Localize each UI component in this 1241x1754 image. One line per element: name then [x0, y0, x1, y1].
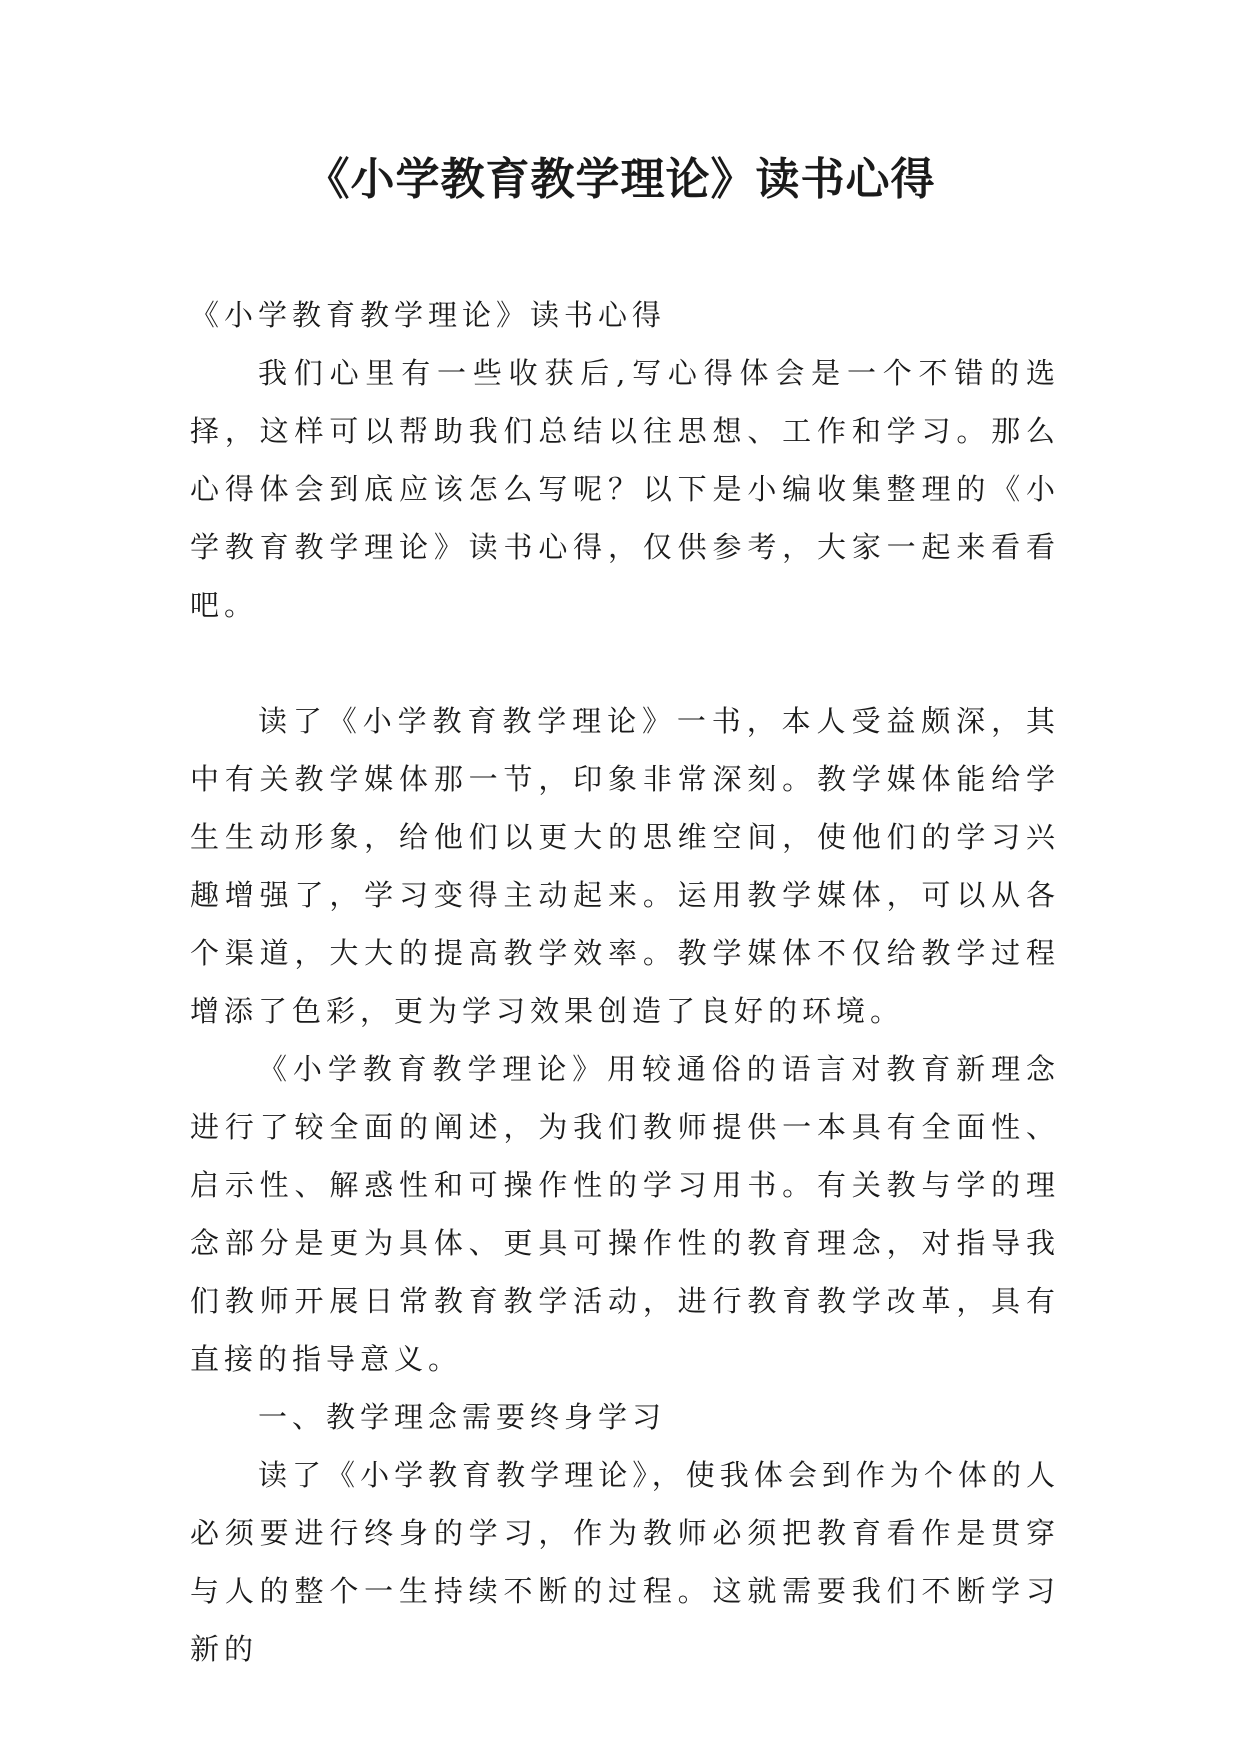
body-paragraph-theory: 《小学教育教学理论》用较通俗的语言对教育新理念进行了较全面的阐述，为我们教师提供一本具有全面性、启示性、解惑性和可操作性的学习用书。有关教与学的理念部分是更为具体、更具可操作性的教育理念，对指导我们教师开展日常教育教学活动，进行教育教学改革，具有直接的指导意义。 [190, 1052, 1060, 1376]
subtitle-line: 《小学教育教学理论》读书心得 [190, 298, 667, 332]
section-heading-lifelong-learning: 一、教学理念需要终身学习 [258, 1400, 667, 1434]
intro-paragraph: 我们心里有一些收获后,写心得体会是一个不错的选择，这样可以帮助我们总结以往思想、工作和学习。那么心得体会到底应该怎么写呢？以下是小编收集整理的《小学教育教学理论》读书心得，仅供参考，大家一起来看看吧。 [190, 356, 1060, 622]
document-body [190, 286, 1060, 1678]
document-title: 《小学教育教学理论》读书心得 [305, 154, 936, 205]
body-paragraph-media: 读了《小学教育教学理论》一书，本人受益颇深，其中有关教学媒体那一节，印象非常深刻。教学媒体能给学生生动形象，给他们以更大的思维空间，使他们的学习兴趣增强了，学习变得主动起来。运用教学媒体，可以从各个渠道，大大的提高教学效率。教学媒体不仅给教学过程增添了色彩，更为学习效果创造了良好的环境。 [190, 704, 1060, 1028]
body-paragraph-lifelong-learning: 读了《小学教育教学理论》，使我体会到作为个体的人必须要进行终身的学习，作为教师必须把教育看作是贯穿与人的整个一生持续不断的过程。这就需要我们不断学习新的 [190, 1458, 1060, 1666]
